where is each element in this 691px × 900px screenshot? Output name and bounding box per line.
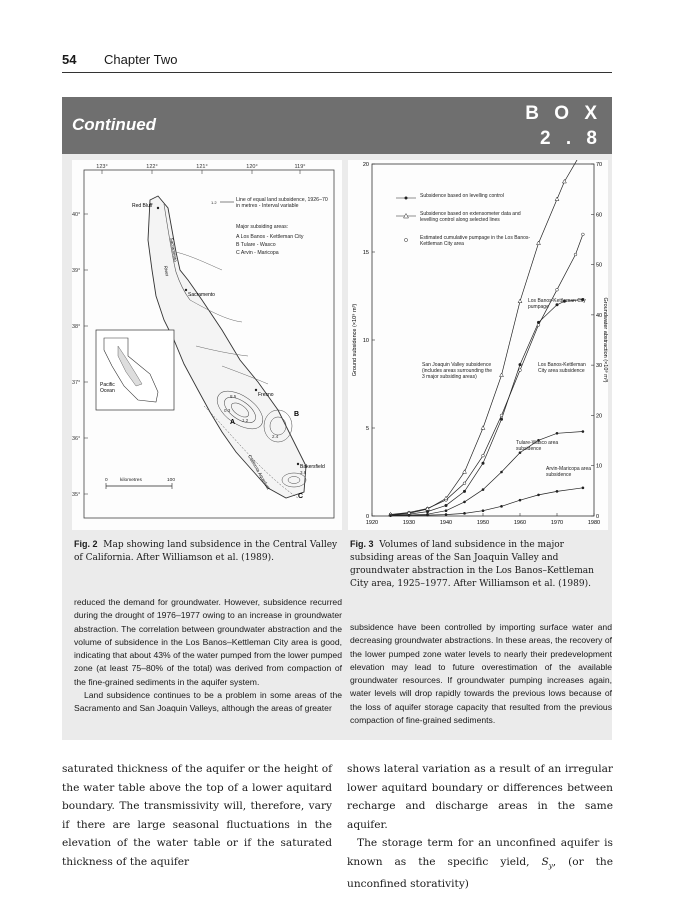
lat-tick-label: 38°	[72, 324, 81, 330]
area-point	[408, 514, 411, 517]
marker	[255, 389, 257, 391]
area-point	[482, 488, 485, 491]
pumpage-point	[582, 233, 585, 236]
pumpage-point	[519, 369, 522, 372]
y-right-tick-label: 40	[596, 312, 603, 319]
body-paragraph: saturated thickness of the aquifer or the height of the water table above the top of a lower aquitard boundary. The transmissivity will, therefore, vary if there are large seasonal fluctuations in the elevation of the water table or if the saturated thickness of the aquifer	[62, 763, 332, 868]
y-left-tick-label: 15	[362, 250, 369, 256]
area-point	[500, 471, 503, 474]
box-number	[525, 101, 602, 151]
x-tick-label: 1960	[513, 520, 527, 526]
box-text-left	[74, 596, 342, 716]
lon-tick-label: 119°	[294, 164, 306, 170]
marker	[185, 289, 187, 291]
y-right-tick-label: 60	[596, 212, 603, 219]
area-point	[463, 501, 466, 504]
x-tick-label: 1950	[476, 520, 490, 526]
lat-ticks	[72, 212, 88, 498]
y-right-tick-label: 50	[596, 262, 603, 269]
pumpage-point	[463, 482, 466, 485]
lat-tick-label: 35°	[72, 492, 81, 498]
caption-label: Fig. 2	[74, 539, 98, 549]
inset-map-frame	[96, 330, 174, 410]
area-label-c: C	[298, 493, 304, 500]
area-point	[582, 430, 585, 433]
y-left-tick-label: 5	[365, 426, 369, 432]
figure-3-chart	[348, 160, 608, 530]
continued-label: Continued	[72, 115, 157, 134]
area-point	[445, 509, 448, 512]
box-paragraph: reduced the demand for groundwater. However, subsidence recurred during the drought of 1976–1977 owing to an increase in groundwater abstraction. The correlation between groundwater abstraction and the volume of subsidence in the Los Banos–Kettleman City area is good, indicating that about 43% of the water pumped from the lower pumped zone (at least 75–80% of the total) was derived from compaction of the fine-grained sediments in the aquifer system.	[74, 597, 342, 687]
figure-2-map	[72, 160, 342, 530]
y-right-tick-label: 30	[596, 363, 603, 370]
figure-3-caption	[350, 538, 610, 591]
y-left-tick-label: 10	[362, 338, 369, 344]
legend-c: C Arvin - Maricopa	[236, 250, 279, 256]
x-tick-label: 1970	[550, 520, 564, 526]
lbk-point	[500, 418, 503, 421]
area-point	[482, 509, 485, 512]
legend-extensometer: Subsidence based on extensometer data and levelling control along selected lines	[420, 211, 521, 223]
annotation-am: Arvin-Maricopa area subsidence	[546, 466, 592, 478]
y-right-tick-label: 70	[596, 162, 603, 168]
pumpage-point	[574, 253, 577, 256]
place-sacramento: Sacramento	[188, 292, 215, 298]
marker	[157, 207, 159, 209]
chart-legend	[396, 193, 540, 251]
area-point	[389, 514, 392, 517]
area-point	[556, 490, 559, 493]
figure-2-caption	[74, 538, 340, 565]
inset-ocean: Ocean	[100, 388, 115, 394]
y-right-tick-label: 0	[596, 514, 600, 520]
pumpage-point	[500, 414, 503, 417]
y-left-tick-label: 20	[362, 162, 369, 168]
contour-label: 0.3	[224, 408, 231, 413]
svg-text:100: 100	[167, 478, 176, 483]
annotation-lbk: Los Banos-Kettleman City area subsidence	[538, 362, 586, 374]
y-right-ticks	[591, 162, 602, 520]
body-text-left	[62, 760, 332, 871]
y-right-tick-label: 10	[596, 463, 603, 470]
marker	[297, 463, 299, 465]
annotation-sjv: San Joaquin Valley subsidence (includes areas surrounding the 3 major subsiding areas)	[422, 362, 493, 380]
body-paragraph: shows lateral variation as a result of an irregular lower aquitard boundary or differences between recharge and discharge areas in the same aquifer.	[347, 763, 613, 831]
box-text-right	[350, 621, 612, 727]
lon-tick-label: 121°	[196, 164, 208, 170]
lon-tick-label: 122°	[146, 164, 158, 170]
pumpage-point	[482, 454, 485, 457]
pumpage-point	[556, 288, 559, 291]
sjv-point	[562, 179, 566, 183]
scale-bar	[105, 477, 175, 489]
box-banner	[62, 97, 612, 154]
chart-annotations	[422, 298, 592, 490]
lbk-point	[537, 321, 540, 324]
area-point	[463, 512, 466, 515]
pumpage-point	[537, 324, 540, 327]
lat-tick-label: 36°	[72, 436, 81, 442]
legend-b: B Tulare - Wasco	[236, 242, 276, 248]
caption-label: Fig. 3	[350, 539, 374, 549]
caption-text: Volumes of land subsidence in the major subsiding areas of the San Joaquin Valley and groundwater abstraction in the Los Banos–Kettleman City area, 1925–1977. After Williamson et al. (1989).	[350, 540, 594, 589]
aqueduct-label: California Aqueduct	[247, 454, 271, 491]
annotation-pumpage: Los Banos-Kettleman City pumpage	[528, 298, 586, 310]
box-paragraph: Land subsidence continues to be a problem in some areas of the Sacramento and San Joaquin Valleys, although the areas of greater	[74, 690, 342, 714]
area-label-b: B	[294, 411, 300, 418]
river-label: River	[163, 265, 170, 277]
area-point	[500, 505, 503, 508]
x-tick-label: 1980	[587, 520, 601, 526]
legend-a: A Los Banos - Kettleman City	[236, 234, 304, 240]
box-paragraph: subsidence have been controlled by importing surface water and decreasing groundwater abstractions. In these areas, the recovery of the lower pumped zone water levels to nearly their predevelopment elevation may lead to future overestimation of the available groundwater resources. If groundwater pumping increases again, water levels will drop rapidly towards the previous lows because of the loss of aquifer storage capacity that resulted from the previous compaction of fine-grained sediments.	[350, 622, 612, 726]
symbol-s: S	[541, 855, 549, 868]
svg-text:1.2: 1.2	[211, 200, 217, 205]
chapter-title: Chapter Two	[104, 52, 178, 67]
x-tick-label: 1940	[439, 520, 453, 526]
map-legend	[211, 197, 332, 256]
sjv-point	[518, 299, 522, 303]
box-label-line1: B O X	[525, 103, 602, 124]
x-tick-label: 1930	[402, 520, 416, 526]
lat-tick-label: 39°	[72, 268, 81, 274]
y-left-label: Ground subsidence (×10⁹ m³)	[352, 303, 358, 377]
annotation-tw: Tulare-Wasco area subsidence	[516, 440, 559, 452]
sjv-point	[500, 373, 504, 377]
place-fresno: Fresno	[258, 392, 274, 398]
svg-text:0: 0	[105, 478, 108, 483]
inset-pacific: Pacific	[100, 382, 115, 388]
lbk-point	[463, 490, 466, 493]
sjv-point	[555, 197, 559, 201]
series-line	[391, 488, 583, 516]
y-right-tick-label: 20	[596, 413, 603, 420]
river-tributary	[176, 252, 222, 270]
legend-major: Major subsiding areas:	[236, 224, 289, 230]
y-right-label: Groundwater abstraction (×10⁹ m³)	[602, 297, 608, 383]
area-point	[445, 513, 448, 516]
y-left-ticks	[363, 162, 375, 520]
contour-label: 8.5	[230, 394, 237, 399]
symbol-subscript: y	[548, 861, 553, 870]
area-point	[426, 514, 429, 517]
y-left-tick-label: 0	[365, 514, 369, 520]
lat-tick-label: 40°	[72, 212, 81, 218]
body-paragraph: The storage term for an unconfined aquifer is known as the specific yield, $S_y$, (or the unconfined storativity)	[347, 837, 614, 891]
lon-tick-label: 120°	[246, 164, 258, 170]
contour-label: 3.8	[300, 470, 307, 475]
map-svg	[72, 160, 342, 530]
lon-ticks	[96, 164, 305, 174]
sjv-point	[481, 426, 485, 430]
legend-contour: Line of equal land subsidence, 1926–70 in metres - Interval variable	[236, 197, 328, 210]
svg-text:kilometres: kilometres	[120, 478, 142, 483]
area-point	[519, 499, 522, 502]
sjv-point	[463, 470, 467, 474]
river-label: Sacramento	[169, 237, 179, 263]
place-red-bluff: Red Bluff	[132, 203, 153, 209]
lbk-point	[445, 504, 448, 507]
lon-tick-label: 123°	[96, 164, 108, 170]
area-label-a: A	[230, 419, 236, 426]
chart-svg	[348, 160, 608, 530]
body-text-right	[347, 760, 613, 894]
contour-label: 1.2	[242, 418, 249, 423]
contour-label: 2.4	[272, 434, 279, 439]
area-point	[556, 432, 559, 435]
lbk-point	[482, 462, 485, 465]
caption-text: Map showing land subsidence in the Central Valley of California. After Williamson et al. (1989).	[74, 540, 338, 563]
page-header	[62, 50, 612, 73]
box-label-line2: 2 . 8	[540, 128, 602, 149]
place-bakersfield: Bakersfield	[300, 464, 325, 470]
legend-pumpage: Estimated cumulative pumpage in the Los Banos-Kettleman City area	[420, 235, 531, 247]
area-point	[537, 494, 540, 497]
page-number: 54	[62, 52, 77, 67]
legend-levelling: Subsidence based on levelling control	[420, 193, 504, 199]
lat-tick-label: 37°	[72, 380, 81, 386]
x-tick-label: 1920	[365, 520, 379, 526]
lbk-point	[519, 363, 522, 366]
